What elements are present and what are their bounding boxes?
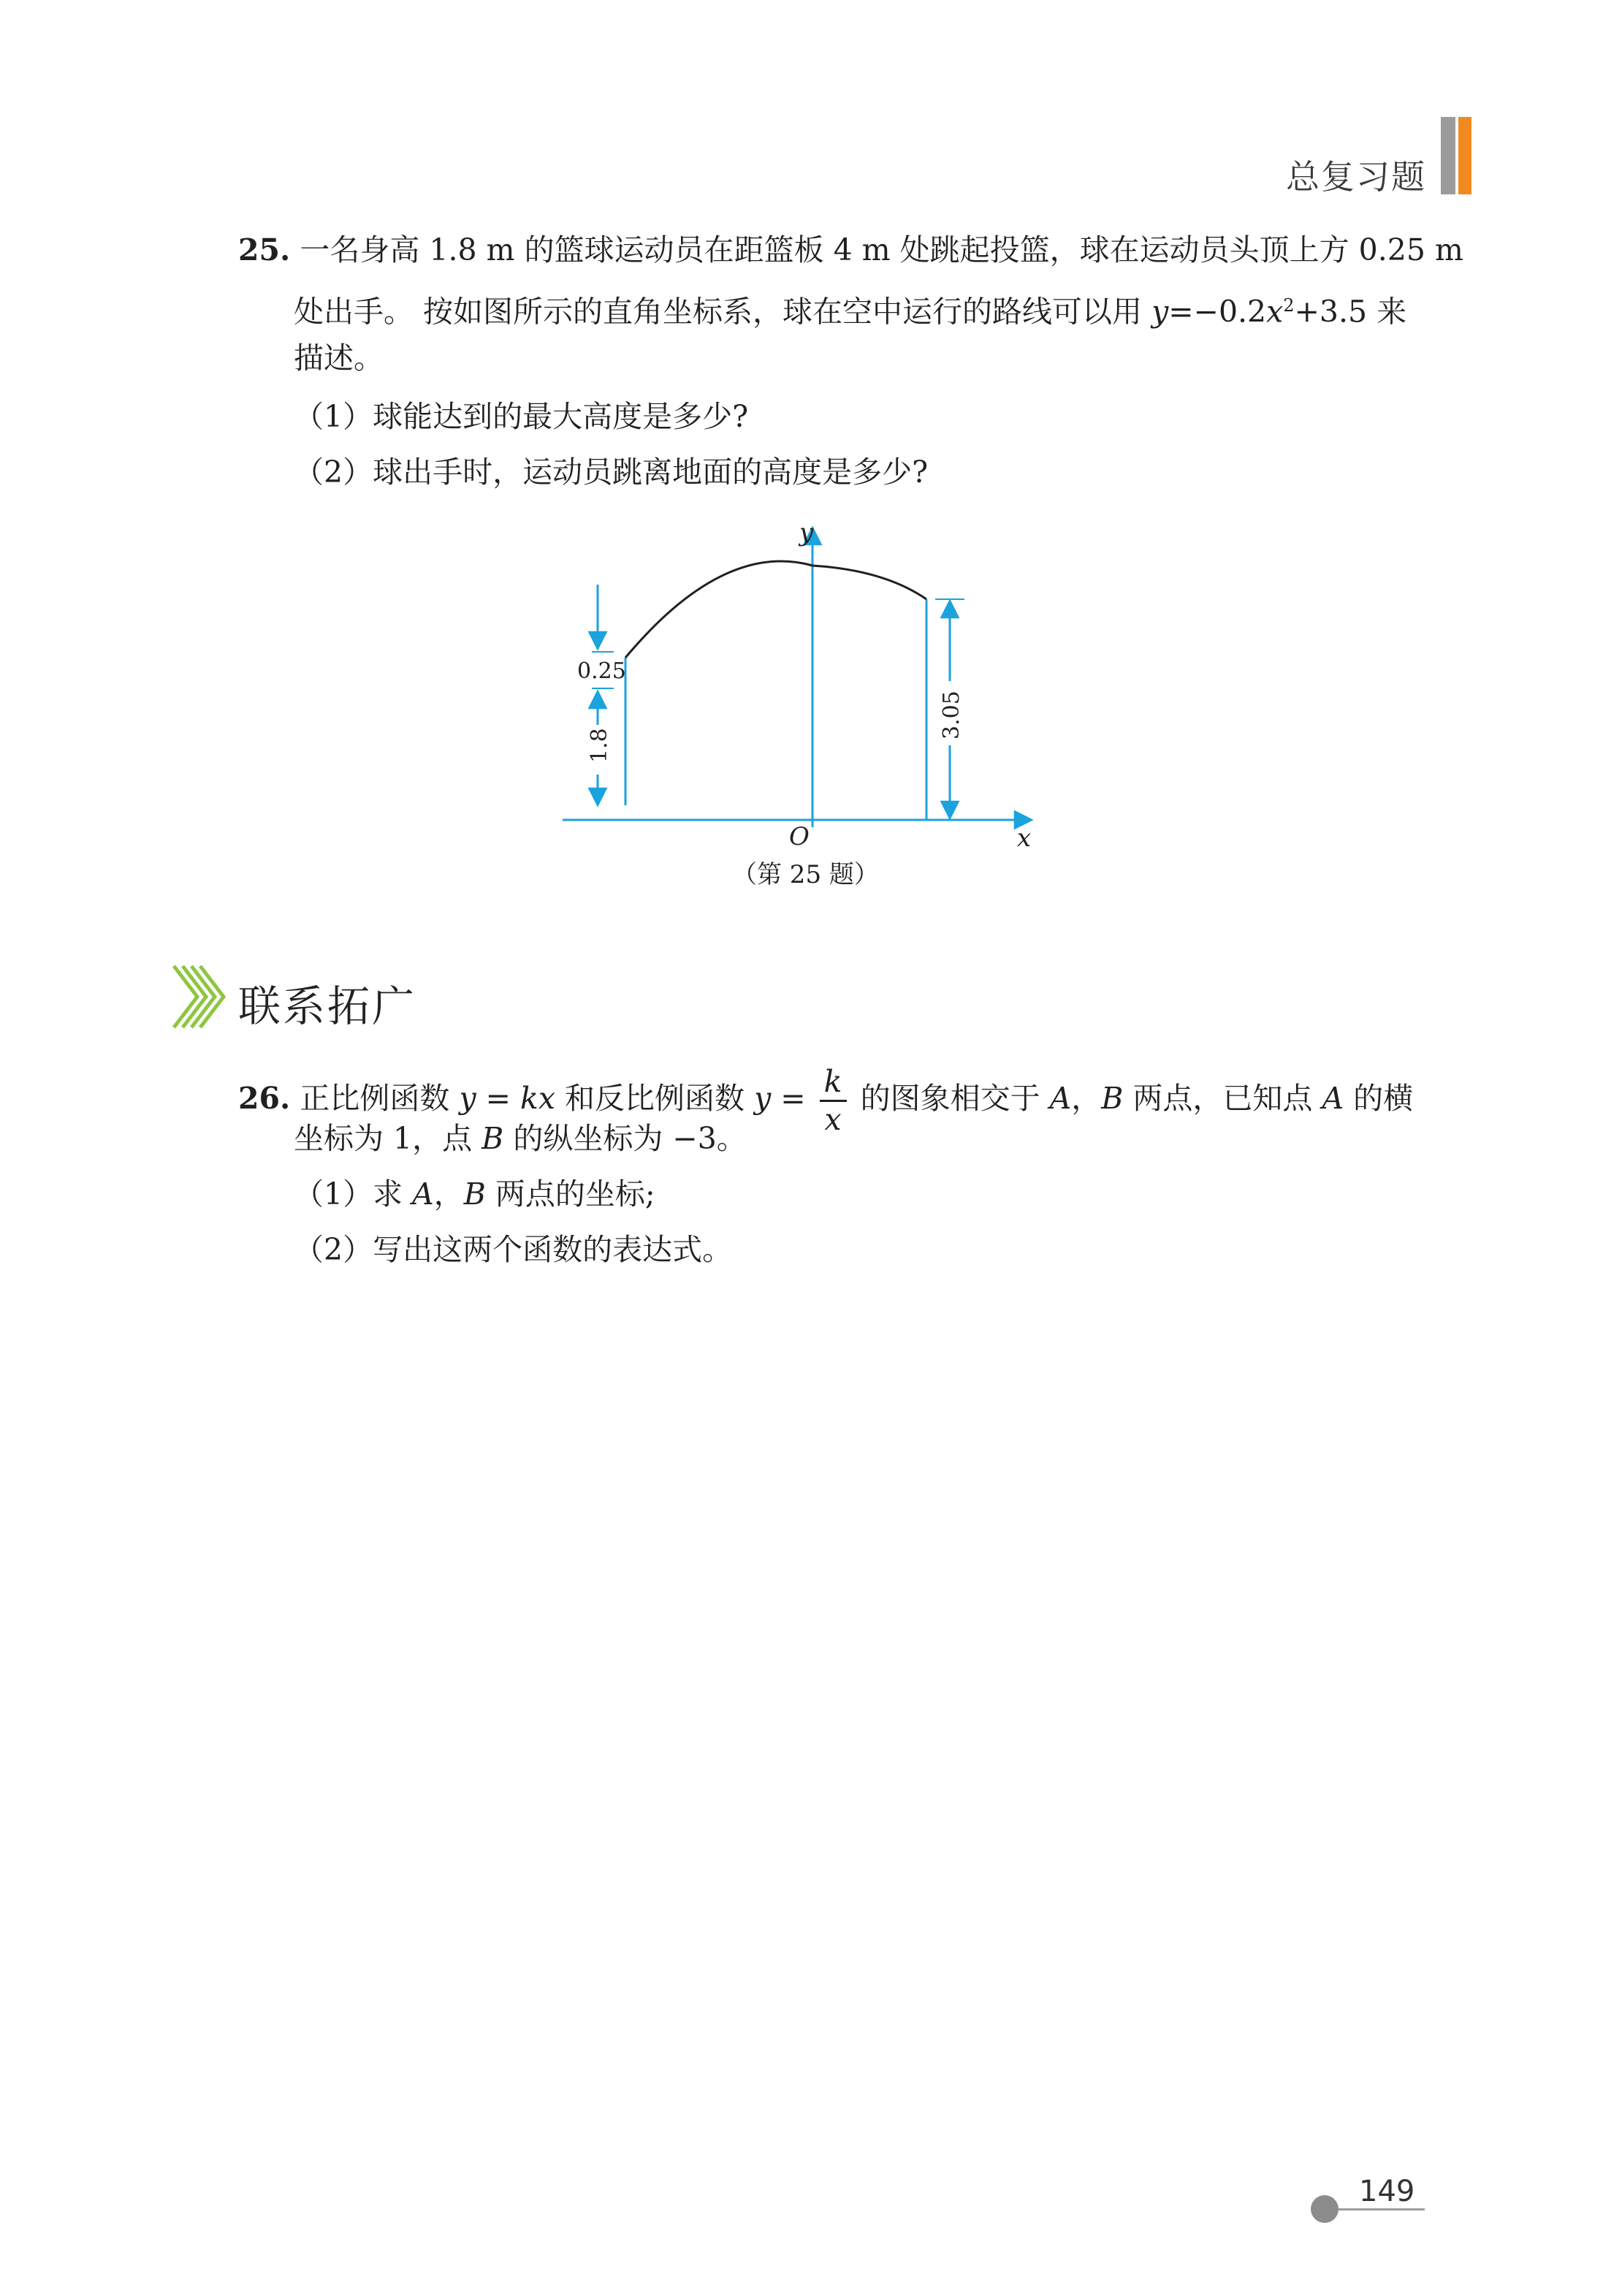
point-B: B	[463, 1176, 486, 1212]
problem-25-text-1: 一名身高 1.8 m 的篮球运动员在距篮板 4 m 处跳起投篮，球在运动员头顶上方 0.25 m	[300, 232, 1463, 267]
page-number: 149	[1359, 2175, 1415, 2208]
exponent-2: 2	[1283, 295, 1295, 316]
p26-q1-a: （1）求	[294, 1176, 413, 1212]
point-A: A	[1049, 1081, 1072, 1116]
p26-text-6: 的横	[1344, 1081, 1414, 1116]
var-y: y	[1151, 294, 1169, 330]
p26-text-5: 两点，已知点	[1123, 1081, 1322, 1116]
p26-q1-b: ，	[433, 1176, 464, 1212]
var-y: y	[459, 1081, 476, 1116]
p26-line2-b: 的纵坐标为 −3。	[503, 1121, 747, 1156]
problem-25-text-2b: =−0.2	[1168, 294, 1267, 330]
fraction-k-over-x	[820, 1064, 847, 1137]
dim-label-305: 3.05	[939, 691, 964, 740]
footer-dot	[1311, 2195, 1339, 2223]
problem-25-line-3: 描述。	[294, 341, 384, 376]
axis-label-x: x	[1017, 824, 1032, 853]
problem-26-line-2	[294, 1117, 747, 1160]
running-header-title: 总复习题	[1286, 157, 1426, 197]
problem-25-figure	[541, 512, 1067, 906]
p26-q1-c: 两点的坐标;	[485, 1176, 655, 1212]
figure-caption: （第 25 题）	[732, 860, 879, 889]
problem-25-line-1	[238, 228, 1463, 272]
p26-eq-2: =	[771, 1081, 815, 1116]
problem-25-line-2	[294, 284, 1406, 334]
problem-26-number: 26.	[238, 1081, 291, 1116]
section-title: 联系拓广	[238, 981, 417, 1031]
p26-text-4: ，	[1071, 1081, 1102, 1116]
point-A: A	[1322, 1081, 1344, 1116]
problem-25-question-1: （1）球能达到的最大高度是多少?	[294, 399, 749, 434]
p26-line2-a: 坐标为 1，点	[294, 1121, 482, 1156]
point-A: A	[412, 1176, 434, 1212]
header-bar-gray	[1441, 117, 1455, 194]
p26-eq-1: =	[476, 1081, 521, 1116]
var-y: y	[754, 1081, 772, 1116]
problem-25-text-2a: 处出手。 按如图所示的直角坐标系，球在空中运行的路线可以用	[294, 294, 1152, 330]
problem-25-number: 25.	[238, 232, 291, 267]
problem-25-text-2c: +3.5 来	[1294, 294, 1407, 330]
var-kx: kx	[520, 1081, 555, 1116]
dim-label-025: 0.25	[577, 658, 626, 684]
problem-26-question-2: （2）写出这两个函数的表达式。	[294, 1232, 733, 1267]
fraction-numerator: k	[820, 1067, 847, 1102]
origin-label: O	[789, 822, 810, 851]
header-bar-orange	[1458, 117, 1471, 194]
axis-label-y: y	[799, 518, 814, 547]
dim-label-18: 1.8	[587, 728, 612, 763]
p26-text-3: 的图象相交于	[850, 1081, 1050, 1116]
chevron-arrows-icon	[172, 963, 231, 1030]
footer-rule	[1339, 2208, 1425, 2211]
problem-26-question-1	[294, 1172, 655, 1216]
point-B: B	[481, 1121, 504, 1156]
ball-trajectory	[625, 561, 926, 658]
p26-text-2: 和反比例函数	[555, 1081, 755, 1116]
problem-25-question-2: （2）球出手时，运动员跳离地面的高度是多少?	[294, 455, 929, 490]
p26-text-1: 正比例函数	[300, 1081, 460, 1116]
point-B: B	[1101, 1081, 1124, 1116]
var-x: x	[1266, 294, 1284, 330]
fraction-denominator: x	[824, 1102, 842, 1137]
